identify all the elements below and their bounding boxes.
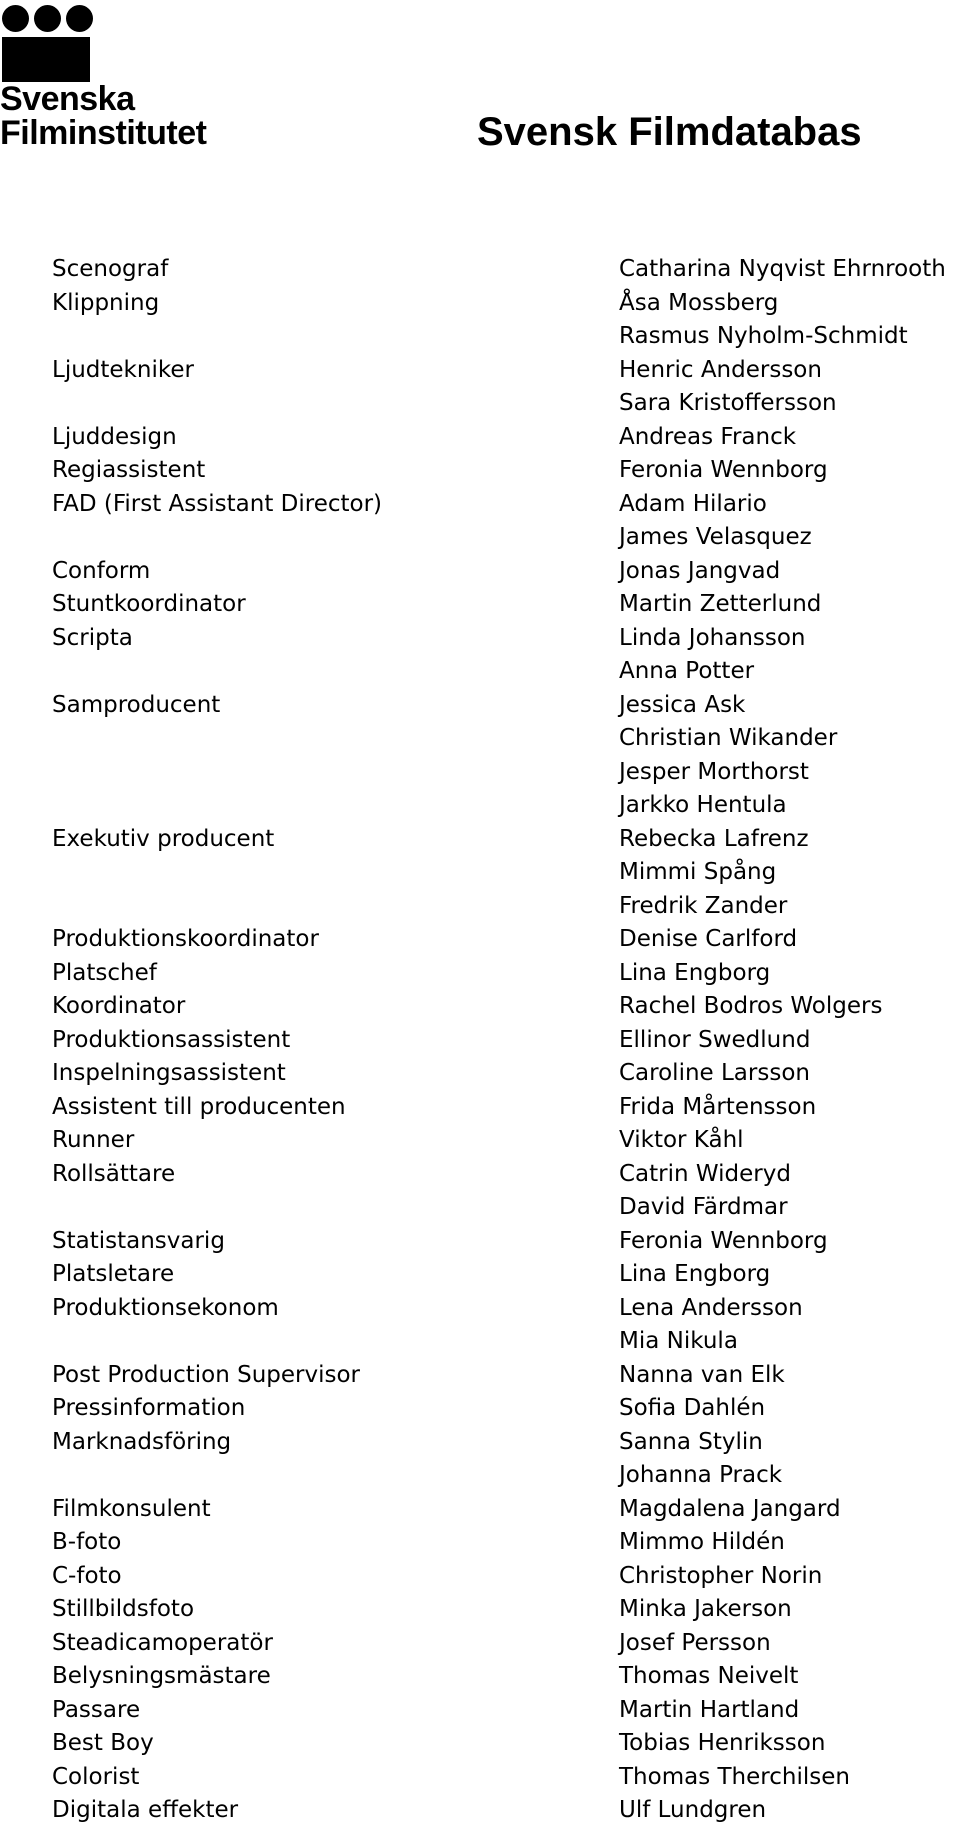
credit-row xyxy=(0,689,960,723)
credit-role: Koordinator xyxy=(52,993,186,1019)
credit-role: Pressinformation xyxy=(52,1395,246,1421)
credit-row xyxy=(0,354,960,388)
credit-role: Produktionskoordinator xyxy=(52,926,319,952)
credit-row xyxy=(0,1225,960,1259)
credit-role: Platsletare xyxy=(52,1261,175,1287)
credit-row xyxy=(0,890,960,924)
credit-role: Scripta xyxy=(52,624,133,651)
credit-row xyxy=(0,722,960,756)
credit-name: Josef Persson xyxy=(619,1629,771,1656)
credit-name: Lina Engborg xyxy=(619,959,771,986)
credit-row xyxy=(0,1660,960,1694)
credits-list xyxy=(0,253,960,1828)
credit-row xyxy=(0,1560,960,1594)
credit-name: Rasmus Nyholm-Schmidt xyxy=(619,323,908,349)
credit-name: Tobias Henriksson xyxy=(619,1730,826,1756)
credit-role: Conform xyxy=(52,557,151,584)
credit-row xyxy=(0,756,960,790)
credit-name: Sofia Dahlén xyxy=(619,1395,766,1421)
credit-role: Exekutiv producent xyxy=(52,825,275,852)
credit-name: Catharina Nyqvist Ehrnrooth xyxy=(619,256,946,282)
credit-row xyxy=(0,320,960,354)
credit-name: Minka Jakerson xyxy=(619,1596,792,1622)
credit-role: Runner xyxy=(52,1127,135,1153)
credit-row xyxy=(0,789,960,823)
credit-name: Jarkko Hentula xyxy=(619,792,787,818)
credit-row xyxy=(0,856,960,890)
credit-role: Belysningsmästare xyxy=(52,1663,271,1689)
credit-name: Sara Kristoffersson xyxy=(619,390,837,416)
credit-row xyxy=(0,957,960,991)
logo-text xyxy=(0,82,206,150)
credit-row xyxy=(0,1794,960,1828)
credit-name: Thomas Neivelt xyxy=(619,1663,799,1689)
credit-row xyxy=(0,588,960,622)
credit-name: Fredrik Zander xyxy=(619,892,788,919)
credit-row xyxy=(0,1627,960,1661)
credit-name: Catrin Wideryd xyxy=(619,1160,791,1187)
credit-role: Assistent till producenten xyxy=(52,1093,346,1120)
credit-row xyxy=(0,655,960,689)
page-header xyxy=(0,0,960,170)
credit-name: Lina Engborg xyxy=(619,1261,771,1287)
credit-name: Lena Andersson xyxy=(619,1294,803,1321)
credit-name: Feronia Wennborg xyxy=(619,457,828,483)
credit-role: Produktionsassistent xyxy=(52,1026,291,1053)
logo-dot xyxy=(34,5,61,32)
credit-role: Stuntkoordinator xyxy=(52,591,246,617)
credit-row xyxy=(0,287,960,321)
credit-role: Stillbildsfoto xyxy=(52,1596,195,1622)
credit-row xyxy=(0,1593,960,1627)
credit-name: Christian Wikander xyxy=(619,725,838,751)
credit-name: Thomas Therchilsen xyxy=(619,1763,850,1790)
credit-name: Frida Mårtensson xyxy=(619,1093,817,1120)
credit-row xyxy=(0,622,960,656)
credit-row xyxy=(0,1325,960,1359)
credit-name: Jesper Morthorst xyxy=(619,758,809,785)
credit-row xyxy=(0,923,960,957)
credit-role: Best Boy xyxy=(52,1730,154,1756)
credit-name: Christopher Norin xyxy=(619,1562,823,1589)
credit-name: Caroline Larsson xyxy=(619,1060,810,1086)
credit-role: Ljuddesign xyxy=(52,423,177,450)
credit-role: Produktionsekonom xyxy=(52,1294,279,1321)
logo-dot xyxy=(2,5,29,32)
credit-role: Filmkonsulent xyxy=(52,1495,211,1522)
credit-name: Mimmi Spång xyxy=(619,859,777,885)
credit-name: James Velasquez xyxy=(619,524,812,550)
credit-role: Samproducent xyxy=(52,691,221,718)
credit-role: Statistansvarig xyxy=(52,1227,225,1254)
credit-name: David Färdmar xyxy=(619,1194,788,1220)
svenska-filminstitutet-logo xyxy=(0,2,250,152)
credit-row xyxy=(0,1091,960,1125)
credit-row xyxy=(0,1057,960,1091)
credit-name: Jonas Jangvad xyxy=(619,557,781,584)
credit-name: Rachel Bodros Wolgers xyxy=(619,993,883,1019)
credit-name: Magdalena Jangard xyxy=(619,1495,841,1522)
credit-role: Scenograf xyxy=(52,256,169,282)
credit-name: Andreas Franck xyxy=(619,423,797,450)
credit-row xyxy=(0,253,960,287)
credit-row xyxy=(0,1258,960,1292)
credit-name: Anna Potter xyxy=(619,658,755,684)
credit-row xyxy=(0,1493,960,1527)
credit-name: Mimmo Hildén xyxy=(619,1529,785,1555)
credit-name: Denise Carlford xyxy=(619,926,798,952)
credit-role: FAD (First Assistant Director) xyxy=(52,490,383,517)
credit-role: Platschef xyxy=(52,959,157,986)
credit-row xyxy=(0,1727,960,1761)
credit-row xyxy=(0,387,960,421)
logo-block xyxy=(2,37,90,82)
credit-name: Martin Hartland xyxy=(619,1696,800,1723)
credit-row xyxy=(0,1359,960,1393)
credit-row xyxy=(0,1459,960,1493)
credit-row xyxy=(0,421,960,455)
page-title: Svensk Filmdatabas xyxy=(477,110,862,154)
credit-row xyxy=(0,1392,960,1426)
credit-role: Rollsättare xyxy=(52,1160,176,1187)
credit-name: Ulf Lundgren xyxy=(619,1797,767,1823)
credit-row xyxy=(0,1158,960,1192)
logo-text-line2: Filminstitutet xyxy=(0,114,207,152)
credit-row xyxy=(0,1426,960,1460)
credit-role: Ljudtekniker xyxy=(52,356,194,383)
credit-role: Digitala effekter xyxy=(52,1797,239,1823)
credit-role: Inspelningsassistent xyxy=(52,1060,286,1086)
credit-row xyxy=(0,1124,960,1158)
credit-role: Klippning xyxy=(52,289,160,316)
credit-name: Feronia Wennborg xyxy=(619,1227,828,1254)
credit-role: B-foto xyxy=(52,1529,122,1555)
credit-row xyxy=(0,1694,960,1728)
credit-row xyxy=(0,488,960,522)
credit-name: Adam Hilario xyxy=(619,490,767,517)
credit-role: Passare xyxy=(52,1696,141,1723)
credit-row xyxy=(0,1191,960,1225)
credit-row xyxy=(0,1761,960,1795)
credit-role: Steadicamoperatör xyxy=(52,1629,273,1656)
credit-name: Johanna Prack xyxy=(619,1462,783,1488)
credit-name: Viktor Kåhl xyxy=(619,1127,744,1153)
credit-name: Linda Johansson xyxy=(619,624,806,651)
credit-name: Mia Nikula xyxy=(619,1328,738,1354)
credit-name: Ellinor Swedlund xyxy=(619,1026,811,1053)
credit-name: Rebecka Lafrenz xyxy=(619,825,809,852)
credit-role: Regiassistent xyxy=(52,457,206,483)
credit-name: Martin Zetterlund xyxy=(619,591,822,617)
credit-row xyxy=(0,454,960,488)
credit-name: Jessica Ask xyxy=(619,691,746,718)
credit-role: Marknadsföring xyxy=(52,1428,232,1455)
credit-name: Sanna Stylin xyxy=(619,1428,763,1455)
credit-name: Henric Andersson xyxy=(619,356,822,383)
credit-row xyxy=(0,521,960,555)
logo-dots xyxy=(2,5,97,33)
logo-text-line1: Svenska xyxy=(0,80,135,118)
credit-name: Nanna van Elk xyxy=(619,1361,785,1388)
logo-dot xyxy=(66,5,93,32)
credit-row xyxy=(0,1024,960,1058)
credit-role: Post Production Supervisor xyxy=(52,1361,361,1388)
credit-row xyxy=(0,1526,960,1560)
credit-role: Colorist xyxy=(52,1763,140,1790)
credit-name: Åsa Mossberg xyxy=(619,289,779,316)
credit-row xyxy=(0,990,960,1024)
credit-row xyxy=(0,823,960,857)
credit-row xyxy=(0,1292,960,1326)
credit-row xyxy=(0,555,960,589)
credit-role: C-foto xyxy=(52,1562,122,1589)
